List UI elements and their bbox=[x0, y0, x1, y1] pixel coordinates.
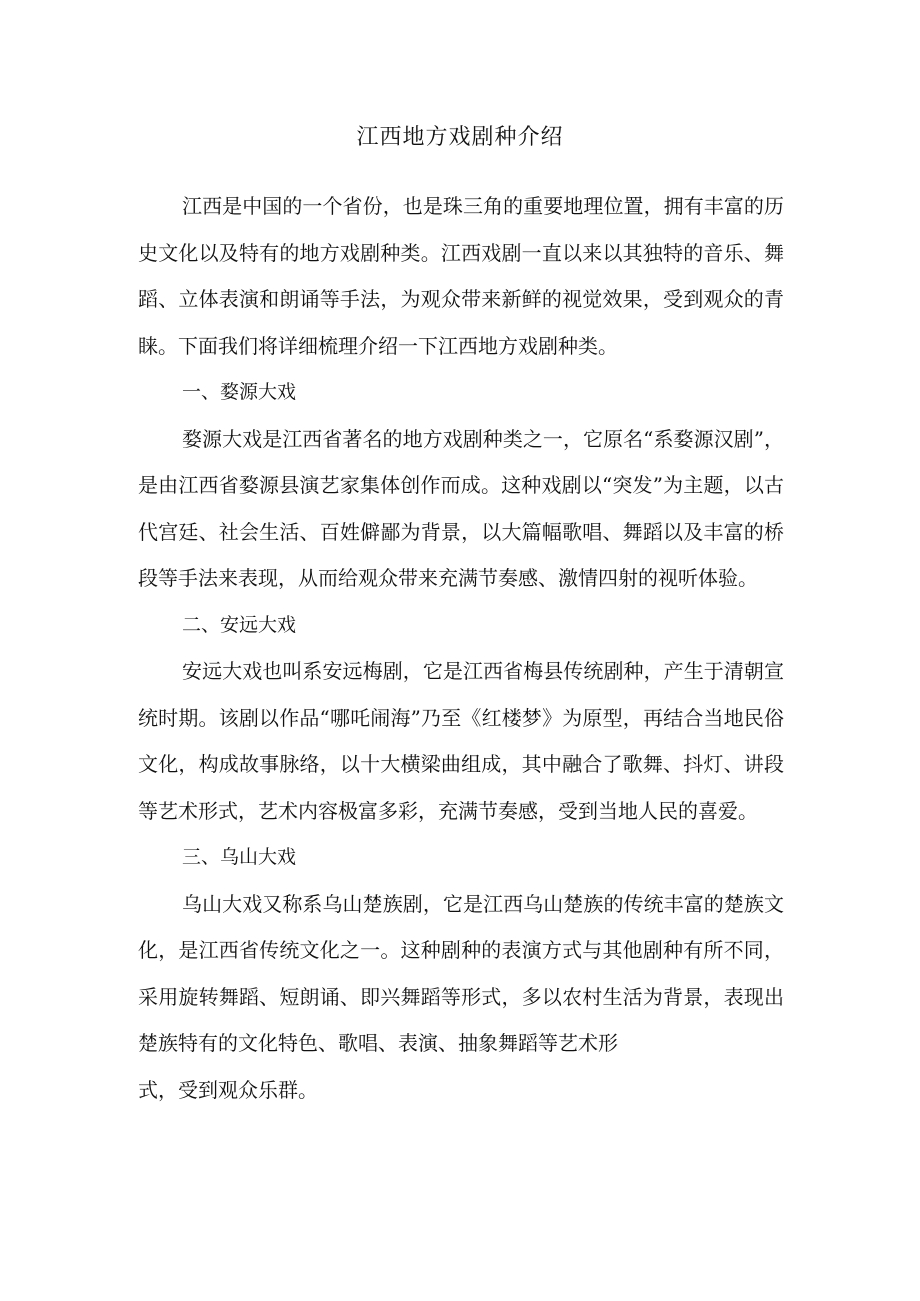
section-heading-3: 三、乌山大戏 bbox=[182, 846, 297, 868]
document-body bbox=[138, 183, 784, 1113]
section-paragraph-3-tail: 式，受到观众乐群。 bbox=[138, 1077, 318, 1102]
section-paragraph-2: 安远大戏也叫系安远梅剧，它是江西省梅县传统剧种，产生于清朝宣统时期。该剧以作品“哪吒闹海”乃至《红楼梦》为原型，再结合当地民俗文化，构成故事脉络，以十大横梁曲组成，其中融合了歌舞、抖灯、讲段等艺术形式，艺术内容极富多彩，充满节奏感，受到当地人民的喜爱。 bbox=[138, 659, 784, 823]
document-title: 江西地方戏剧种介绍 bbox=[356, 125, 564, 150]
section-paragraph-1: 婺源大戏是江西省著名的地方戏剧种类之一，它原名“系婺源汉剧”，是由江西省婺源县演艺家集体创作而成。这种戏剧以“突发”为主题，以古代宫廷、社会生活、百姓僻鄙为背景，以大篇幅歌唱、舞蹈以及丰富的桥段等手法来表现，从而给观众带来充满节奏感、激情四射的视听体验。 bbox=[138, 426, 784, 590]
section-heading-2: 二、安远大戏 bbox=[182, 613, 297, 636]
section-paragraph-3: 乌山大戏又称系乌山楚族剧，它是江西乌山楚族的传统丰富的楚族文化，是江西省传统文化之一。这种剧种的表演方式与其他剧种有所不同，采用旋转舞蹈、短朗诵、即兴舞蹈等形式，多以农村生活为背景，表现出楚族特有的文化特色、歌唱、表演、抽象舞蹈等艺术形 bbox=[138, 891, 784, 1055]
section-heading-1: 一、婺源大戏 bbox=[182, 381, 297, 403]
intro-paragraph: 江西是中国的一个省份，也是珠三角的重要地理位置，拥有丰富的历史文化以及特有的地方戏剧种类。江西戏剧一直以来以其独特的音乐、舞蹈、立体表演和朗诵等手法，为观众带来新鲜的视觉效果，受到观众的青睐。下面我们将详细梳理介绍一下江西地方戏剧种类。 bbox=[138, 194, 784, 358]
